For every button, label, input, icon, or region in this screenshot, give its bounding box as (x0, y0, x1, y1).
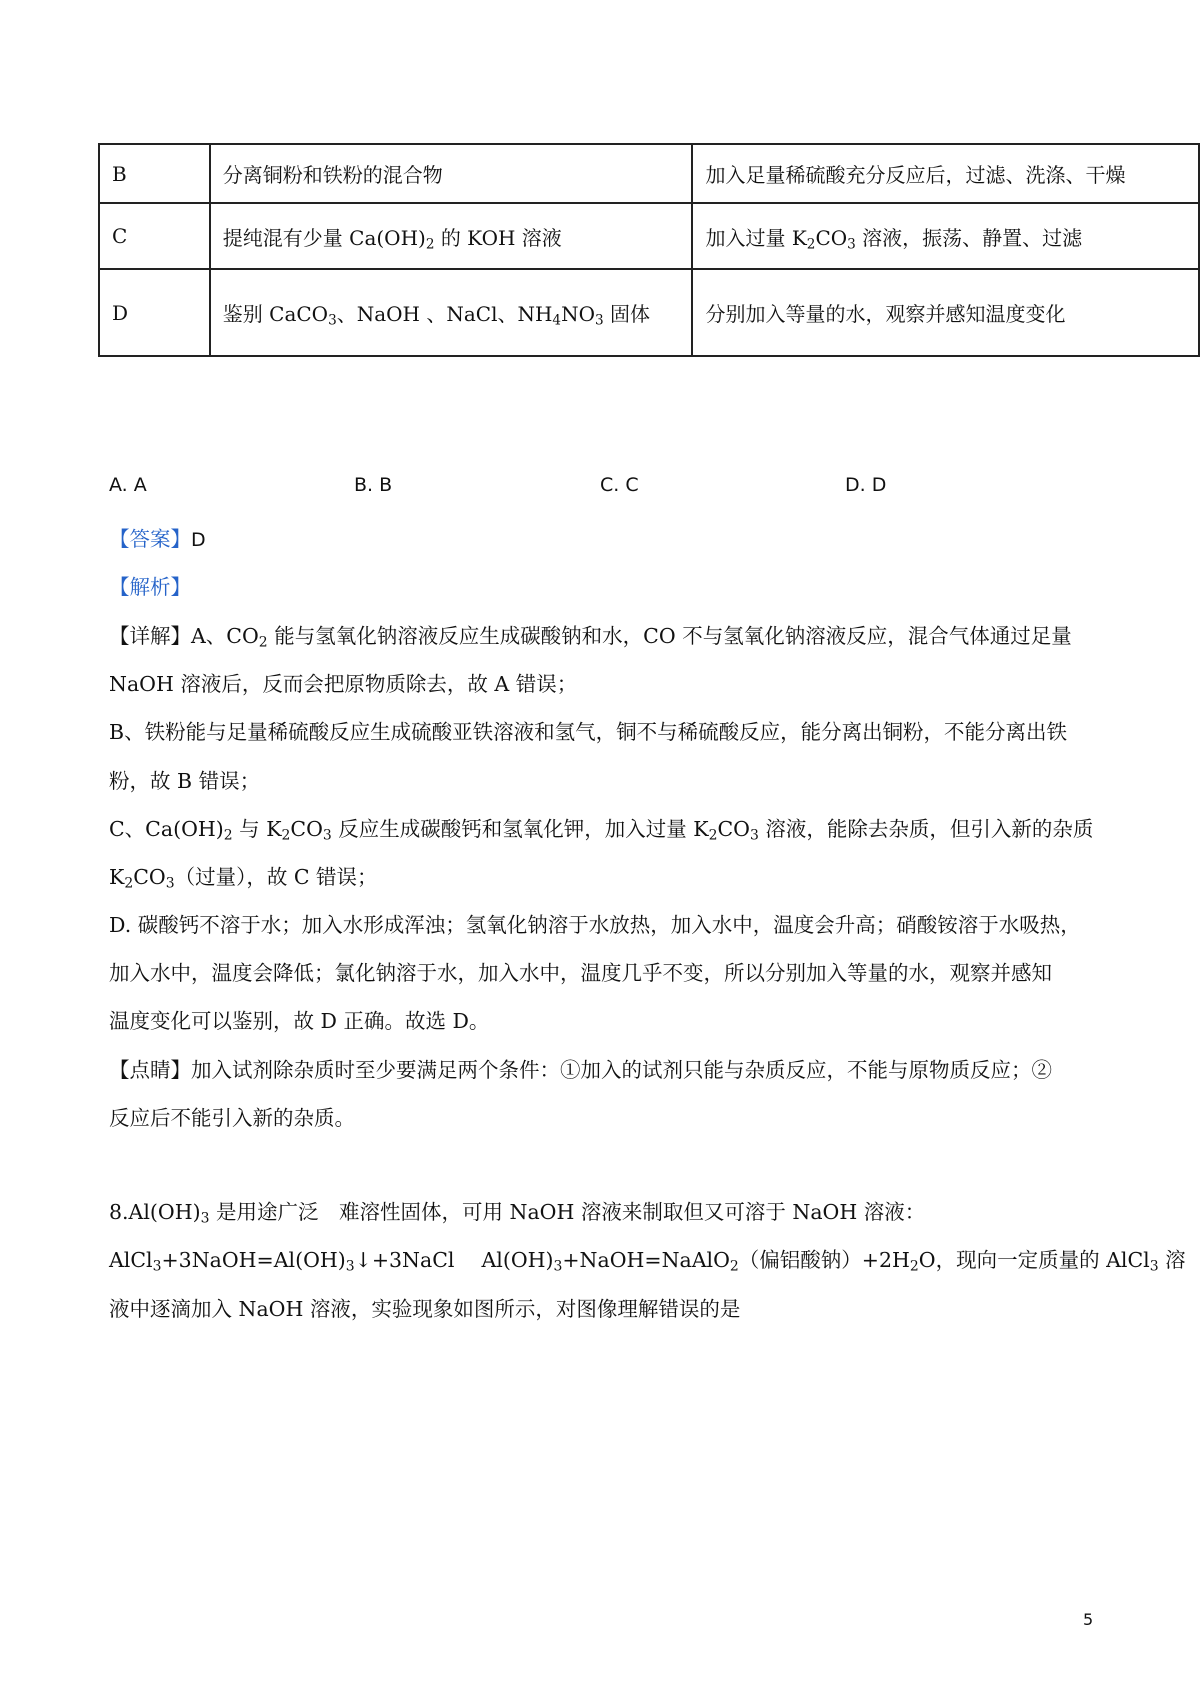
comment-tag: 【点睛】 (109, 1058, 191, 1082)
choice-c: C. C (600, 474, 639, 496)
question-line: $8.Al(OH)_3$ 是用途广泛 难溶性固体，可用 NaOH 溶液来制取但又可溶于 NaOH 溶液： (109, 1200, 926, 1227)
answer-tag: 【答案】 (109, 527, 191, 551)
detail-line: $K_2CO_3$（过量），故 C 错误； (109, 865, 378, 892)
answer-value: D (191, 529, 206, 551)
page-number: 5 (1083, 1610, 1094, 1629)
table-row (99, 269, 1199, 356)
question-line: 液中逐滴加入 NaOH 溶液，实验现象如图所示，对图像理解错误的是 (109, 1297, 741, 1321)
row-label: B (99, 144, 210, 203)
row-method: 加入足量稀硫酸充分反应后，过滤、洗涤、干燥 (692, 144, 1199, 203)
choice-d: D. D (845, 474, 887, 496)
detail-line: 【详解】A、$CO_2$ 能与氢氧化钠溶液反应生成碳酸钠和水，CO 不与氢氧化钠溶液反应，混合气体通过足量 (109, 624, 1072, 651)
answer-line (109, 522, 206, 552)
detail-line: 加入水中，温度会降低；氯化钠溶于水，加入水中，温度几乎不变，所以分别加入等量的水，观察并感知 (109, 961, 1052, 985)
detail-line: C、$Ca(OH)_2$ 与 $K_2CO_3$ 反应生成碳酸钙和氢氧化钾，加入过量 $K_2CO_3$ 溶液，能除去杂质，但引入新的杂质 (109, 817, 1094, 844)
row-purpose: 分离铜粉和铁粉的混合物 (210, 144, 693, 203)
table-row (99, 144, 1199, 203)
question-line: $AlCl_3+3NaOH=Al(OH)_3↓+3NaCl$ $Al(OH)_3+NaOH=NaAlO_2$（偏铝酸钠）$+2H_2O$，现向一定质量的 AlCl$_3$ 溶 (109, 1248, 1186, 1275)
choice-a: A. A (109, 474, 147, 496)
table-row (99, 203, 1199, 269)
row-purpose: 鉴别 CaCO$_3$、NaOH 、NaCl、$NH_4NO_3$ 固体 (210, 269, 693, 356)
row-label: D (99, 269, 210, 356)
comment-line: 反应后不能引入新的杂质。 (109, 1106, 355, 1130)
row-method: 分别加入等量的水，观察并感知温度变化 (692, 269, 1199, 356)
row-purpose: 提纯混有少量 $Ca(OH)_2$ 的 KOH 溶液 (210, 203, 693, 269)
detail-line: 温度变化可以鉴别，故 D 正确。故选 D。 (109, 1009, 490, 1033)
choice-b: B. B (354, 474, 393, 496)
comment-line: 【点睛】加入试剂除杂质时至少要满足两个条件：①加入的试剂只能与杂质反应，不能与原物质反应；② (109, 1058, 1052, 1082)
detail-line: B、铁粉能与足量稀硫酸反应生成硫酸亚铁溶液和氢气，铜不与稀硫酸反应，能分离出铜粉，不能分离出铁 (109, 720, 1068, 744)
row-label: C (99, 203, 210, 269)
options-table (98, 143, 1200, 357)
detail-line: D. 碳酸钙不溶于水；加入水形成浑浊；氢氧化钠溶于水放热，加入水中，温度会升高；硝酸铵溶于水吸热， (109, 913, 1081, 937)
row-method: 加入过量 $K_2CO_3$ 溶液，振荡、静置、过滤 (692, 203, 1199, 269)
detail-tag: 【详解】 (109, 624, 191, 648)
analysis-tag: 【解析】 (109, 575, 191, 599)
detail-line: NaOH 溶液后，反而会把原物质除去，故 A 错误； (109, 672, 578, 696)
detail-line: 粉，故 B 错误； (109, 769, 261, 793)
